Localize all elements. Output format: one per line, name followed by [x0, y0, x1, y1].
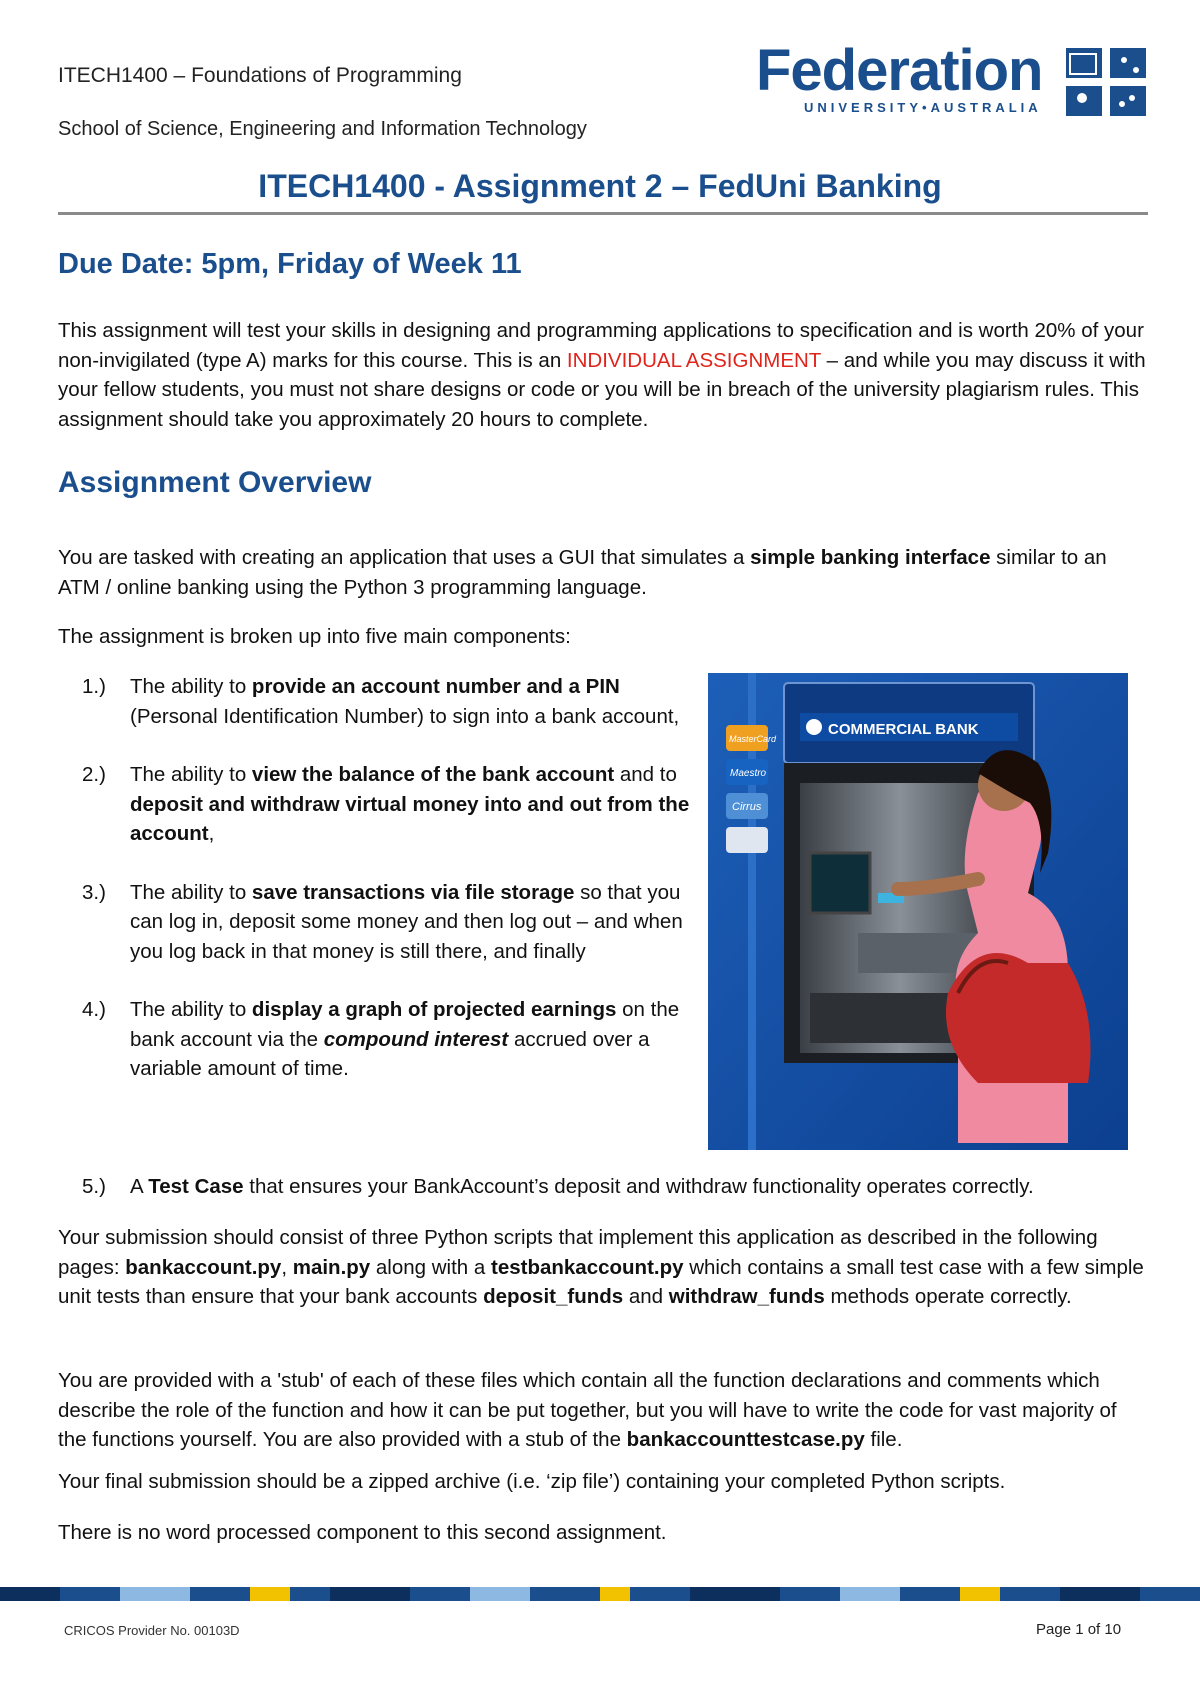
no-word-component-paragraph: There is no word processed component to this second assignment. — [58, 1521, 667, 1544]
overview-heading: Assignment Overview — [58, 466, 372, 499]
individual-assignment-highlight: INDIVIDUAL ASSIGNMENT — [566, 348, 821, 372]
svg-text:MasterCard: MasterCard — [729, 734, 777, 744]
logo-subtitle: UNIVERSITY•AUSTRALIA — [804, 100, 1042, 115]
southern-cross-flag-icon — [1066, 48, 1146, 116]
intro-paragraph: This assignment will test your skills in designing and programming applications to specification and is worth 20% of your non-invigilated (type A) marks for this course. This is an INDIVIDUAL ASSIGNMENT – and while you may discuss it with your fellow students, you must not share designs or code or you will be in breach of the university plagiarism rules. This assignment should take you approximately 20 hours to complete. — [58, 319, 1146, 431]
list-item: 3.) The ability to save transactions via file storage so that you can log in, deposit some money and then log out – and when you log back in that money is still there, and finally — [82, 880, 683, 963]
title-divider — [58, 212, 1148, 215]
logo-wordmark: Federation — [756, 38, 1043, 103]
svg-text:Cirrus: Cirrus — [732, 801, 762, 813]
submission-paragraph: Your submission should consist of three Python scripts that implement this application as described in the following pages: bankaccount.py, main.py along with a testbankaccount.py which contains a small test case with a few simple unit tests than ensure that your bank accounts deposit_funds and withdraw_funds methods operate correctly. — [58, 1226, 1144, 1308]
svg-text:Maestro: Maestro — [730, 768, 767, 779]
tasked-paragraph: You are tasked with creating an application that uses a GUI that simulates a simple banking interface similar to an ATM / online banking using the Python 3 programming language. — [58, 546, 1107, 599]
components-list — [82, 672, 692, 1113]
federation-university-logo — [756, 38, 1146, 122]
school-name: School of Science, Engineering and Information Technology — [58, 118, 587, 140]
final-submission-paragraph: Your final submission should be a zipped archive (i.e. ‘zip file’) containing your completed Python scripts. — [58, 1470, 1006, 1493]
page-number: Page 1 of 10 — [1036, 1621, 1122, 1638]
course-name: ITECH1400 – Foundations of Programming — [58, 64, 462, 87]
list-item: 2.) The ability to view the balance of the bank account and to deposit and withdraw virtual money into and out from the account, — [82, 763, 690, 845]
atm-photo — [708, 673, 1128, 1150]
due-date-heading: Due Date: 5pm, Friday of Week 11 — [58, 248, 522, 280]
list-item: 5.) A Test Case that ensures your BankAccount’s deposit and withdraw functionality operates correctly. — [82, 1175, 1034, 1198]
footer-color-band — [0, 1587, 1200, 1601]
stub-paragraph: You are provided with a 'stub' of each of these files which contain all the function declarations and comments which describe the role of the function and how it can be put together, but you will have to write the code for vast majority of the functions yourself. You are also provided with a stub of the bankaccounttestcase.py file. — [58, 1369, 1117, 1451]
cricos-provider: CRICOS Provider No. 00103D — [64, 1623, 240, 1638]
list-item: 4.) The ability to display a graph of projected earnings on the bank account via the compound interest accrued over a variable amount of time. — [82, 998, 680, 1080]
document-title: ITECH1400 - Assignment 2 – FedUni Banking — [258, 168, 942, 204]
components-intro: The assignment is broken up into five main components: — [58, 625, 571, 648]
list-item: 1.) The ability to provide an account number and a PIN (Personal Identification Number) to sign into a bank account, — [82, 675, 680, 728]
bank-sign-text: COMMERCIAL BANK — [828, 721, 979, 738]
